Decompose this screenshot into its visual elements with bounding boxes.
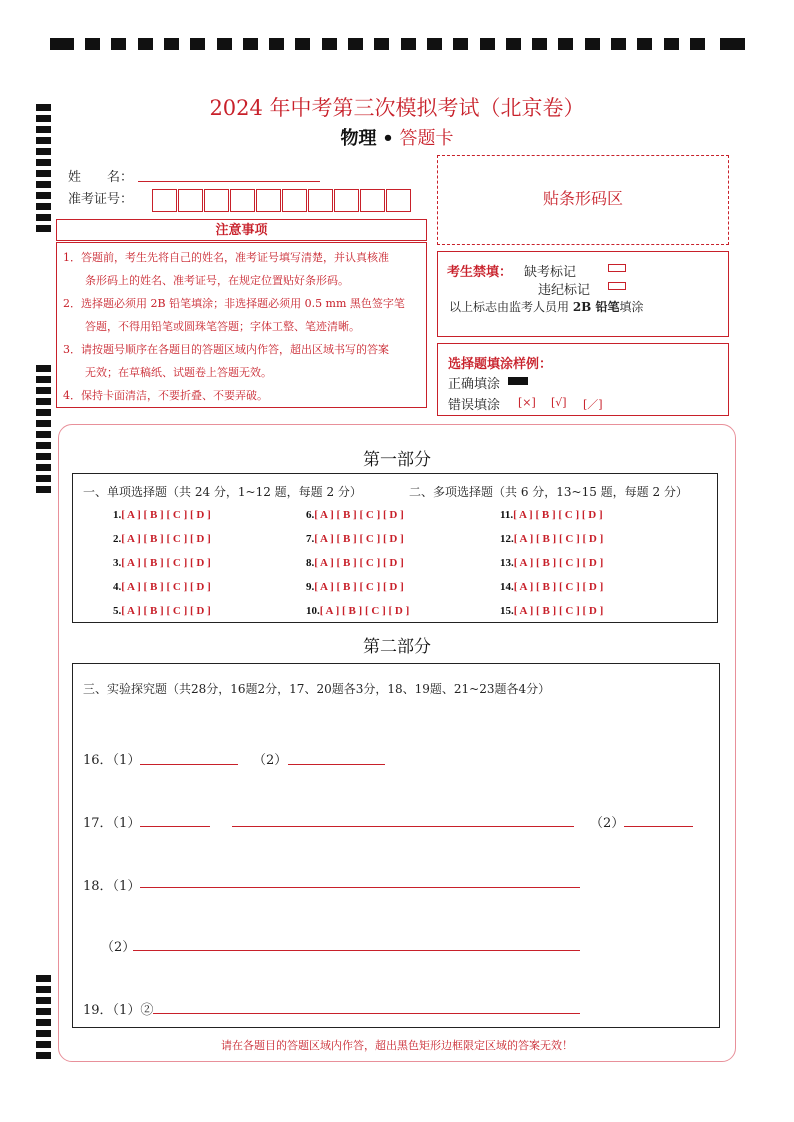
choice-question-11[interactable] <box>500 509 603 521</box>
option-bubbles[interactable]: [ A ] [ B ] [ C ] [ D ] <box>314 581 404 593</box>
side-timing-mark <box>36 365 51 372</box>
wrong-fill-label: 错误填涂 <box>448 398 501 413</box>
side-timing-mark <box>36 986 51 993</box>
id-number-boxes[interactable] <box>152 189 417 212</box>
timing-mark <box>111 38 126 50</box>
option-bubbles[interactable]: [ A ] [ B ] [ C ] [ D ] <box>121 581 211 593</box>
question-number: 14. <box>500 581 514 593</box>
top-timing-marks <box>50 38 745 52</box>
side-timing-mark <box>36 1019 51 1026</box>
wrong-mark-x: [×] <box>518 396 536 409</box>
choice-question-14[interactable] <box>500 581 603 593</box>
timing-mark <box>427 38 442 50</box>
forbidden-note <box>449 298 644 315</box>
exam-subtitle <box>0 124 794 150</box>
side-timing-mark <box>36 376 51 383</box>
option-bubbles[interactable]: [ A ] [ B ] [ C ] [ D ] <box>513 509 603 521</box>
side-timing-mark <box>36 409 51 416</box>
side-timing-mark <box>36 214 51 221</box>
absent-mark-label: 缺考标记 <box>524 265 577 280</box>
notice-line: 4．保持卡面清洁，不要折叠、不要弄破。 <box>63 389 268 402</box>
side-timing-mark <box>36 1052 51 1059</box>
option-bubbles[interactable]: [ A ] [ B ] [ C ] [ D ] <box>513 533 604 545</box>
choice-question-5[interactable] <box>113 605 211 617</box>
experiment-section-title: 三、实验探究题（共28分，16题2分，17、20题各3分，18、19题、21~23题各4分） <box>83 682 551 696</box>
notice-line: 2．选择题必须用 2B 铅笔填涂；非选择题必须用 0.5 mm 黑色签字笔 <box>63 297 405 310</box>
timing-mark <box>558 38 573 50</box>
forbidden-note-suffix: 填涂 <box>619 300 644 314</box>
question-number: 12. <box>500 533 514 545</box>
timing-mark <box>138 38 153 50</box>
option-bubbles[interactable]: [ A ] [ B ] [ C ] [ D ] <box>319 605 410 617</box>
id-digit-box[interactable] <box>360 189 385 212</box>
timing-mark <box>374 38 389 50</box>
option-bubbles[interactable]: [ A ] [ B ] [ C ] [ D ] <box>513 581 604 593</box>
q19-answer-1[interactable] <box>153 1013 580 1014</box>
side-timing-mark <box>36 225 51 232</box>
timing-mark <box>585 38 600 50</box>
timing-mark <box>164 38 179 50</box>
q16-answer-1[interactable] <box>140 764 238 765</box>
side-timing-mark <box>36 203 51 210</box>
timing-mark <box>611 38 626 50</box>
side-timing-mark <box>36 170 51 177</box>
choice-question-1[interactable] <box>113 509 211 521</box>
side-timing-mark <box>36 159 51 166</box>
timing-mark <box>506 38 521 50</box>
part1-heading: 第一部分 <box>363 450 431 470</box>
notice-line: 答题，不得用铅笔或圆珠笔答题；字体工整、笔迹清晰。 <box>63 320 360 333</box>
question-number: 10. <box>306 605 320 617</box>
forbidden-label: 考生禁填： <box>447 265 513 280</box>
side-timing-mark <box>36 486 51 493</box>
multi-choice-title: 二、多项选择题（共 6 分，13~15 题，每题 2 分） <box>409 485 688 499</box>
choice-question-9[interactable] <box>306 581 404 593</box>
choice-question-8[interactable] <box>306 557 404 569</box>
id-digit-box[interactable] <box>256 189 281 212</box>
option-bubbles[interactable]: [ A ] [ B ] [ C ] [ D ] <box>314 533 404 545</box>
side-timing-mark <box>36 975 51 982</box>
option-bubbles[interactable]: [ A ] [ B ] [ C ] [ D ] <box>314 509 404 521</box>
barcode-area[interactable] <box>437 155 729 245</box>
id-digit-box[interactable] <box>282 189 307 212</box>
question-number: 8. <box>306 557 315 569</box>
question-number: 7. <box>306 533 315 545</box>
question-number: 11. <box>500 509 514 521</box>
timing-mark <box>190 38 205 50</box>
timing-mark <box>50 38 74 50</box>
q17-answer-1b[interactable] <box>232 826 574 827</box>
timing-mark <box>690 38 705 50</box>
side-timing-mark <box>36 420 51 427</box>
timing-mark <box>243 38 258 50</box>
timing-mark <box>664 38 679 50</box>
choice-question-12[interactable] <box>500 533 603 545</box>
exam-title: 2024 年中考第三次模拟考试（北京卷） <box>209 96 585 120</box>
single-choice-title: 一、单项选择题（共 24 分，1~12 题，每题 2 分） <box>83 485 362 499</box>
timing-mark <box>453 38 468 50</box>
option-bubbles[interactable]: [ A ] [ B ] [ C ] [ D ] <box>121 605 211 617</box>
question-number: 13. <box>500 557 514 569</box>
choice-question-13[interactable] <box>500 557 603 569</box>
q18-label: 18．（1） <box>83 879 141 894</box>
id-digit-box[interactable] <box>178 189 203 212</box>
q17-label: 17．（1） <box>83 816 141 831</box>
notice-heading: 注意事项 <box>56 219 427 241</box>
notice-line: 条形码上的姓名、准考证号，在规定位置贴好条形码。 <box>63 274 349 287</box>
side-timing-mark <box>36 475 51 482</box>
side-timing-mark <box>36 192 51 199</box>
id-digit-box[interactable] <box>230 189 255 212</box>
question-number: 5. <box>113 605 122 617</box>
timing-mark <box>85 38 100 50</box>
timing-mark <box>217 38 232 50</box>
side-timing-mark <box>36 1008 51 1015</box>
timing-mark <box>322 38 337 50</box>
correct-fill-label: 正确填涂 <box>448 377 501 392</box>
wrong-mark-slash: [／] <box>583 398 603 411</box>
choice-question-2[interactable] <box>113 533 211 545</box>
q19-label: 19．（1）② <box>83 1003 154 1018</box>
timing-mark <box>637 38 652 50</box>
id-digit-box[interactable] <box>308 189 333 212</box>
q16-label: 16．（1） <box>83 753 141 768</box>
subject-label: 物理 <box>340 128 377 149</box>
part2-heading: 第二部分 <box>363 637 431 657</box>
q16-answer-2[interactable] <box>288 764 385 765</box>
q17-answer-1a[interactable] <box>140 826 210 827</box>
option-bubbles[interactable]: [ A ] [ B ] [ C ] [ D ] <box>121 533 211 545</box>
question-number: 15. <box>500 605 514 617</box>
q18-answer-2[interactable] <box>133 950 580 951</box>
q18-answer-1[interactable] <box>140 887 580 888</box>
notice-line: 1．答题前，考生先将自己的姓名，准考证号填写清楚，并认真核准 <box>63 251 389 264</box>
choice-question-3[interactable] <box>113 557 211 569</box>
option-bubbles[interactable]: [ A ] [ B ] [ C ] [ D ] <box>314 557 404 569</box>
option-bubbles[interactable]: [ A ] [ B ] [ C ] [ D ] <box>513 557 604 569</box>
id-digit-box[interactable] <box>204 189 229 212</box>
id-digit-box[interactable] <box>386 189 411 212</box>
forbidden-note-prefix: 以上标志由监考人员用 <box>449 300 573 314</box>
question-number: 3. <box>113 557 122 569</box>
id-label: 准考证号： <box>68 192 134 207</box>
timing-mark <box>401 38 416 50</box>
absent-mark-box[interactable] <box>608 264 626 272</box>
timing-mark <box>269 38 284 50</box>
timing-mark <box>295 38 310 50</box>
choice-question-7[interactable] <box>306 533 404 545</box>
fill-sample-box <box>437 343 729 416</box>
question-number: 9. <box>306 581 315 593</box>
barcode-label: 贴条形码区 <box>542 189 623 208</box>
q17-answer-2[interactable] <box>624 826 693 827</box>
name-field[interactable] <box>138 181 320 182</box>
examinee-forbidden-box <box>437 251 729 337</box>
correct-fill-mark <box>508 377 528 385</box>
sample-title: 选择题填涂样例： <box>448 357 553 372</box>
timing-mark <box>348 38 363 50</box>
violation-mark-box[interactable] <box>608 282 626 290</box>
choice-question-6[interactable] <box>306 509 404 521</box>
timing-mark <box>480 38 495 50</box>
q18-2-label: （2） <box>101 940 136 955</box>
side-timing-mark <box>36 181 51 188</box>
side-timing-mark <box>36 997 51 1004</box>
choice-question-15[interactable] <box>500 605 603 617</box>
notice-box <box>56 242 427 408</box>
question-number: 4. <box>113 581 122 593</box>
q17-2-label: （2） <box>590 816 625 831</box>
notice-line: 无效；在草稿纸、试题卷上答题无效。 <box>63 366 272 379</box>
name-label: 姓 名： <box>68 170 134 185</box>
subtitle-dot: • <box>382 128 394 149</box>
choice-question-10[interactable] <box>306 605 409 617</box>
question-number: 2. <box>113 533 122 545</box>
timing-mark <box>532 38 547 50</box>
side-timing-mark <box>36 1030 51 1037</box>
timing-mark <box>720 38 745 50</box>
id-digit-box[interactable] <box>152 189 177 212</box>
option-bubbles[interactable]: [ A ] [ B ] [ C ] [ D ] <box>121 509 211 521</box>
wrong-mark-check: [√] <box>551 396 567 409</box>
option-bubbles[interactable]: [ A ] [ B ] [ C ] [ D ] <box>513 605 604 617</box>
option-bubbles[interactable]: [ A ] [ B ] [ C ] [ D ] <box>121 557 211 569</box>
choice-section-box <box>72 473 718 623</box>
q16-2-label: （2） <box>253 753 288 768</box>
choice-question-4[interactable] <box>113 581 211 593</box>
answer-card-label: 答题卡 <box>399 128 454 149</box>
notice-line: 3．请按题号顺序在各题目的答题区域内作答，超出区域书写的答案 <box>63 343 389 356</box>
violation-mark-label: 违纪标记 <box>538 283 591 298</box>
question-number: 6. <box>306 509 315 521</box>
experiment-section-box <box>72 663 720 1028</box>
footer-warning: 请在各题目的答题区域内作答，超出黑色矩形边框限定区域的答案无效！ <box>221 1039 573 1052</box>
side-timing-mark <box>36 431 51 438</box>
side-timing-mark <box>36 398 51 405</box>
id-digit-box[interactable] <box>334 189 359 212</box>
side-timing-mark <box>36 387 51 394</box>
question-number: 1. <box>113 509 122 521</box>
forbidden-note-bold: 2B 铅笔 <box>572 300 620 314</box>
